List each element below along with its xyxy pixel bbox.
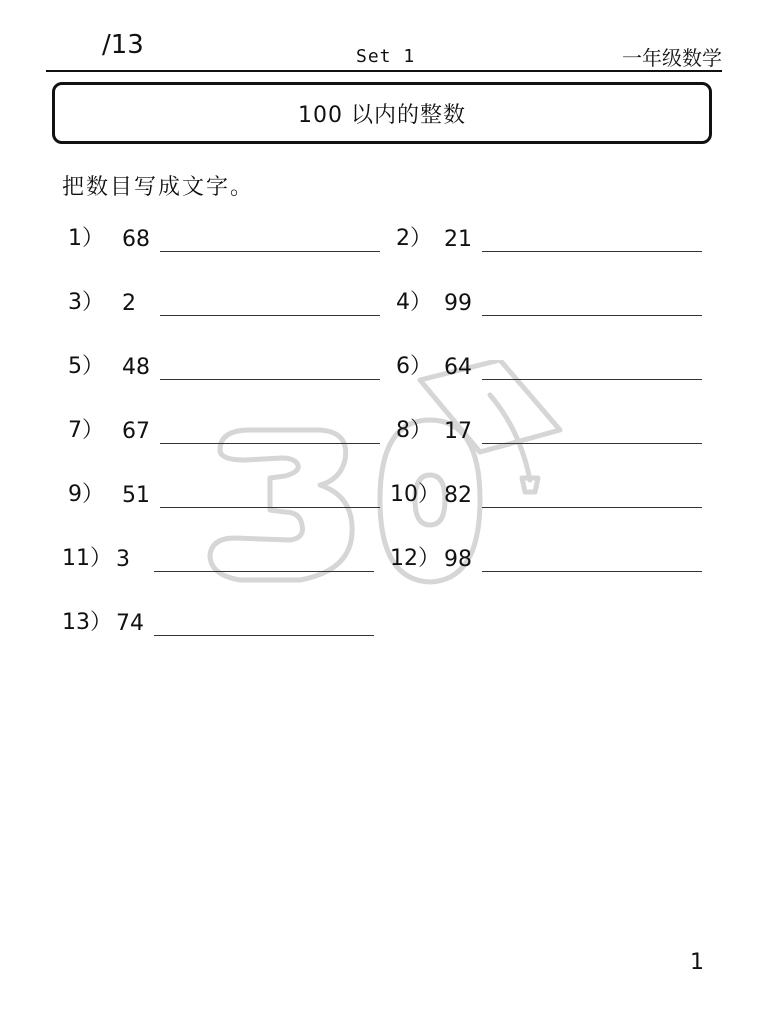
answer-line[interactable] [160, 507, 380, 508]
question-item [62, 542, 388, 572]
answer-line[interactable] [160, 443, 380, 444]
question-value: 2 [122, 291, 136, 316]
question-value: 64 [444, 355, 472, 380]
question-item [390, 478, 716, 508]
answer-line[interactable] [482, 507, 702, 508]
answer-line[interactable] [482, 571, 702, 572]
question-value: 3 [116, 547, 130, 572]
question-value: 82 [444, 483, 472, 508]
question-number: 12） [390, 546, 440, 571]
header-divider [46, 70, 722, 72]
question-number: 10） [390, 482, 440, 507]
score-label: /13 [102, 30, 144, 60]
page-number: 1 [690, 950, 704, 975]
question-number: 5） [68, 354, 104, 379]
instruction-text: 把数目写成文字。 [62, 175, 255, 200]
worksheet-title: 100 以内的整数 [298, 102, 466, 128]
question-item [396, 222, 716, 252]
answer-line[interactable] [482, 315, 702, 316]
question-value: 99 [444, 291, 472, 316]
answer-line[interactable] [160, 251, 380, 252]
question-item [390, 542, 716, 572]
question-item [68, 350, 388, 380]
answer-line[interactable] [154, 635, 374, 636]
question-value: 67 [122, 419, 150, 444]
question-value: 48 [122, 355, 150, 380]
answer-line[interactable] [482, 251, 702, 252]
question-item [68, 414, 388, 444]
question-number: 1） [68, 226, 104, 251]
subject-label: 一年级数学 [622, 46, 722, 70]
question-number: 6） [396, 354, 432, 379]
answer-line[interactable] [160, 379, 380, 380]
question-value: 17 [444, 419, 472, 444]
question-number: 9） [68, 482, 104, 507]
set-label: Set 1 [356, 46, 416, 67]
question-item [68, 286, 388, 316]
answer-line[interactable] [154, 571, 374, 572]
question-number: 11） [62, 546, 112, 571]
question-value: 51 [122, 483, 150, 508]
question-item [396, 414, 716, 444]
question-number: 13） [62, 610, 112, 635]
question-value: 21 [444, 227, 472, 252]
question-item [68, 478, 388, 508]
answer-line[interactable] [482, 379, 702, 380]
question-number: 3） [68, 290, 104, 315]
question-number: 2） [396, 226, 432, 251]
question-value: 98 [444, 547, 472, 572]
question-number: 8） [396, 418, 432, 443]
question-item [62, 606, 388, 636]
question-number: 4） [396, 290, 432, 315]
question-value: 74 [116, 611, 144, 636]
question-item [68, 222, 388, 252]
question-item [396, 350, 716, 380]
question-number: 7） [68, 418, 104, 443]
title-box [52, 82, 712, 144]
answer-line[interactable] [160, 315, 380, 316]
question-value: 68 [122, 227, 150, 252]
answer-line[interactable] [482, 443, 702, 444]
question-item [396, 286, 716, 316]
